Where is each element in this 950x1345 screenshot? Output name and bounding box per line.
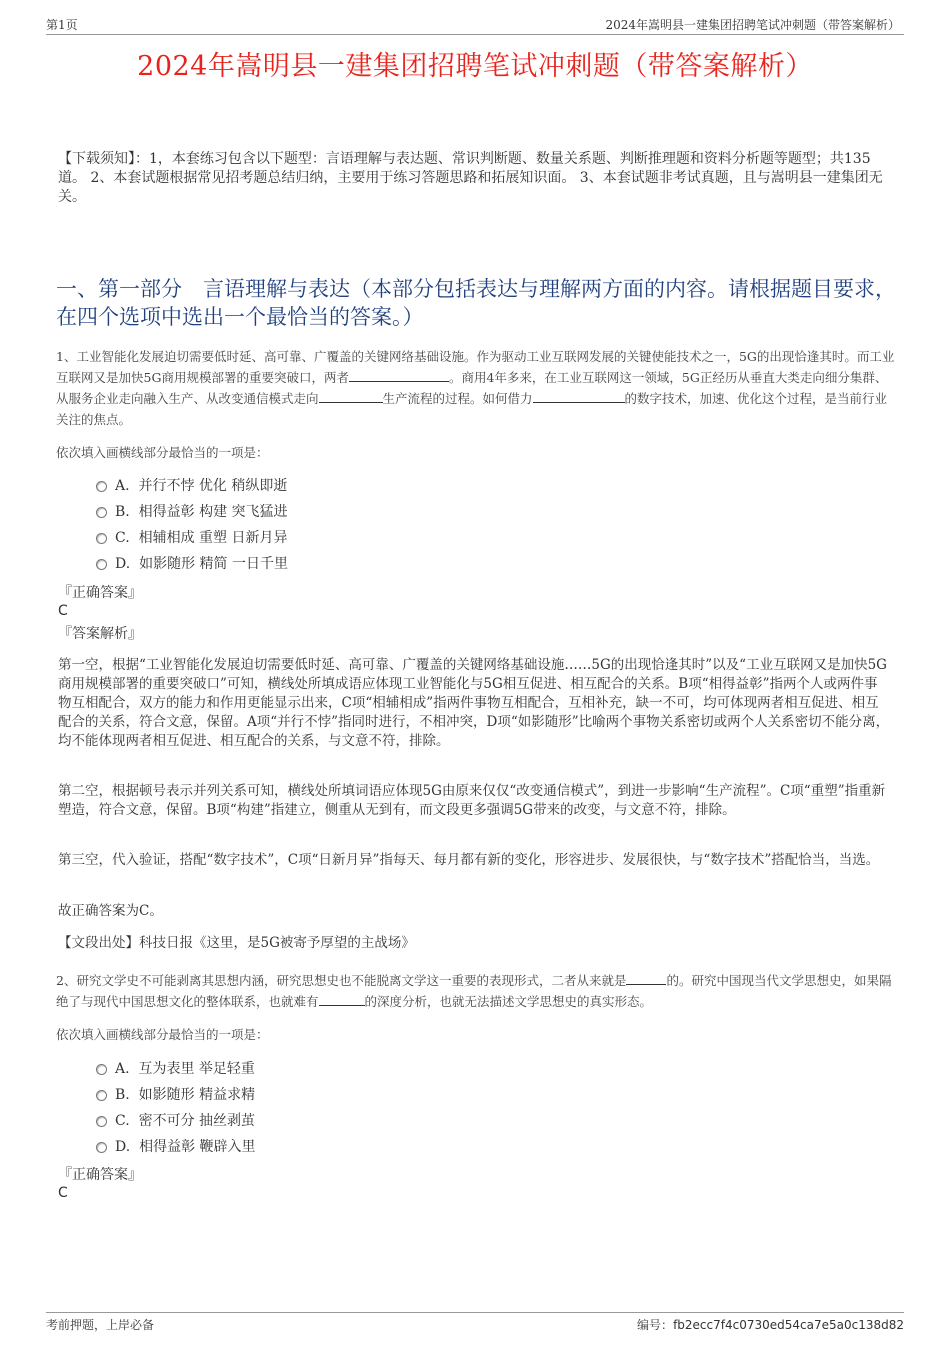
- q2-option-a[interactable]: A. 互为表里 举足轻重: [96, 1059, 255, 1079]
- page-header: [46, 14, 904, 35]
- analysis-source: 【文段出处】科技日报《这里，是5G被寄予厚望的主战场》: [58, 935, 415, 951]
- footer-divider: [46, 1312, 904, 1313]
- blank-2: [319, 993, 365, 1006]
- q1-option-c[interactable]: C. 相辅相成 重塑 日新月异: [96, 528, 287, 548]
- blank-1: [349, 369, 449, 382]
- q1-analysis-label: 『答案解析』: [58, 626, 142, 642]
- q1-answer-value: C: [58, 603, 68, 619]
- question-2-instruction: 依次填入画横线部分最恰当的一项是：: [56, 1027, 269, 1042]
- footer-code-label: 编号：: [637, 1318, 674, 1332]
- analysis-paragraph: 第一空，根据“工业智能化发展迫切需要低时延、高可靠、广覆盖的关键网络基础设施……5G的出现恰逢其时”以及“工业互联网又是加快5G商用规模部署的重要突破口”可知，横线处所填成语应体现工业智能化与5G相互促进、相互配合的关系。B项“相得益彰”指两个人或两件事物互相配合，双方的能力和作用更能显示出来，C项“相辅相成”指两件事物互相配合，互相补充，缺一不可，均可体现两者相互促进、相互配合的关系，符合文意，保留。A项“并行不悖”指同时进行，不相冲突，D项“如影随形”比喻两个事物关系密切或两个人关系密切不能分离，均不能体现两者相互促进、相互配合的关系，与文意不符，排除。: [58, 657, 890, 749]
- radio-icon[interactable]: [96, 1064, 107, 1075]
- question-1-text: 1、工业智能化发展迫切需要低时延、高可靠、广覆盖的关键网络基础设施。作为驱动工业互联网发展的关键使能技术之一，5G的出现恰逢其时。而工业互联网又是加快5G商用规模部署的重要突破口，两者 。商用4年多来，在工业互联网这一领域，5G正经历从垂直大类走向细分集群、从服务企业走向融入生产、从改变通信模式走向 生产流程的过程。如何借力 的数字技术，加速、优化这个过程，是当前行业关注的焦点。: [56, 349, 895, 427]
- q1-answer-label: 『正确答案』: [58, 585, 142, 601]
- radio-icon[interactable]: [96, 507, 107, 518]
- q1-option-b[interactable]: B. 相得益彰 构建 突飞猛进: [96, 502, 288, 522]
- q1-option-a[interactable]: A. 并行不悖 优化 稍纵即逝: [96, 476, 287, 496]
- analysis-paragraph: 第三空，代入验证，搭配“数字技术”，C项“日新月异”指每天、每月都有新的变化，形容进步、发展很快，与“数字技术”搭配恰当，当选。: [58, 852, 880, 868]
- footer-code-value: fb2ecc7f4c0730ed54ca7e5a0c138d82: [673, 1318, 904, 1332]
- header-doc-title: 2024年嵩明县一建集团招聘笔试冲刺题（带答案解析）: [605, 18, 900, 32]
- q2-option-b[interactable]: B. 如影随形 精益求精: [96, 1085, 255, 1105]
- question-2-text: 2、研究文学史不可能剥离其思想内涵，研究思想史也不能脱离文学这一重要的表现形式，二者从来就是 的。研究中国现当代文学思想史，如果隔绝了与现代中国思想文化的整体联系，也就难有 的深度分析，也就无法描述文学思想史的真实形态。: [56, 973, 892, 1009]
- analysis-paragraph: 第二空，根据顿号表示并列关系可知，横线处所填词语应体现5G由原来仅仅“改变通信模式”，到进一步影响“生产流程”。C项“重塑”指重新塑造，符合文意，保留。B项“构建”指建立，侧重从无到有，而文段更多强调5G带来的改变，与文意不符，排除。: [58, 783, 886, 818]
- radio-icon[interactable]: [96, 1142, 107, 1153]
- footer-code: [637, 1316, 904, 1333]
- document-title: 2024年嵩明县一建集团招聘笔试冲刺题（带答案解析）: [137, 51, 813, 82]
- download-notice: 【下载须知】：1，本套练习包含以下题型：言语理解与表达题、常识判断题、数量关系题、判断推理题和资料分析题等题型；共135道。 2、本套试题根据常见招考题总结归纳，主要用于练习答题思路和拓展知识面。 3、本套试题非考试真题，且与嵩明县一建集团无关。: [58, 151, 883, 205]
- q1-option-d[interactable]: D. 如影随形 精简 一日千里: [96, 554, 288, 574]
- blank-3: [533, 390, 625, 403]
- page-number: 第1页: [46, 18, 78, 32]
- question-1-instruction: 依次填入画横线部分最恰当的一项是：: [56, 445, 269, 460]
- radio-icon[interactable]: [96, 481, 107, 492]
- q2-answer-label: 『正确答案』: [58, 1167, 142, 1183]
- q2-option-d[interactable]: D. 相得益彰 鞭辟入里: [96, 1137, 256, 1157]
- radio-icon[interactable]: [96, 533, 107, 544]
- radio-icon[interactable]: [96, 559, 107, 570]
- section-heading: 一、第一部分 言语理解与表达（本部分包括表达与理解两方面的内容。请根据题目要求，在四个选项中选出一个最恰当的答案。）: [56, 277, 896, 329]
- radio-icon[interactable]: [96, 1090, 107, 1101]
- blank-2: [319, 390, 383, 403]
- q2-answer-value: C: [58, 1185, 68, 1201]
- footer-slogan: 考前押题，上岸必备: [46, 1318, 155, 1332]
- q2-option-c[interactable]: C. 密不可分 抽丝剥茧: [96, 1111, 255, 1131]
- radio-icon[interactable]: [96, 1116, 107, 1127]
- blank-1: [626, 972, 666, 985]
- analysis-conclusion: 故正确答案为C。: [58, 903, 163, 919]
